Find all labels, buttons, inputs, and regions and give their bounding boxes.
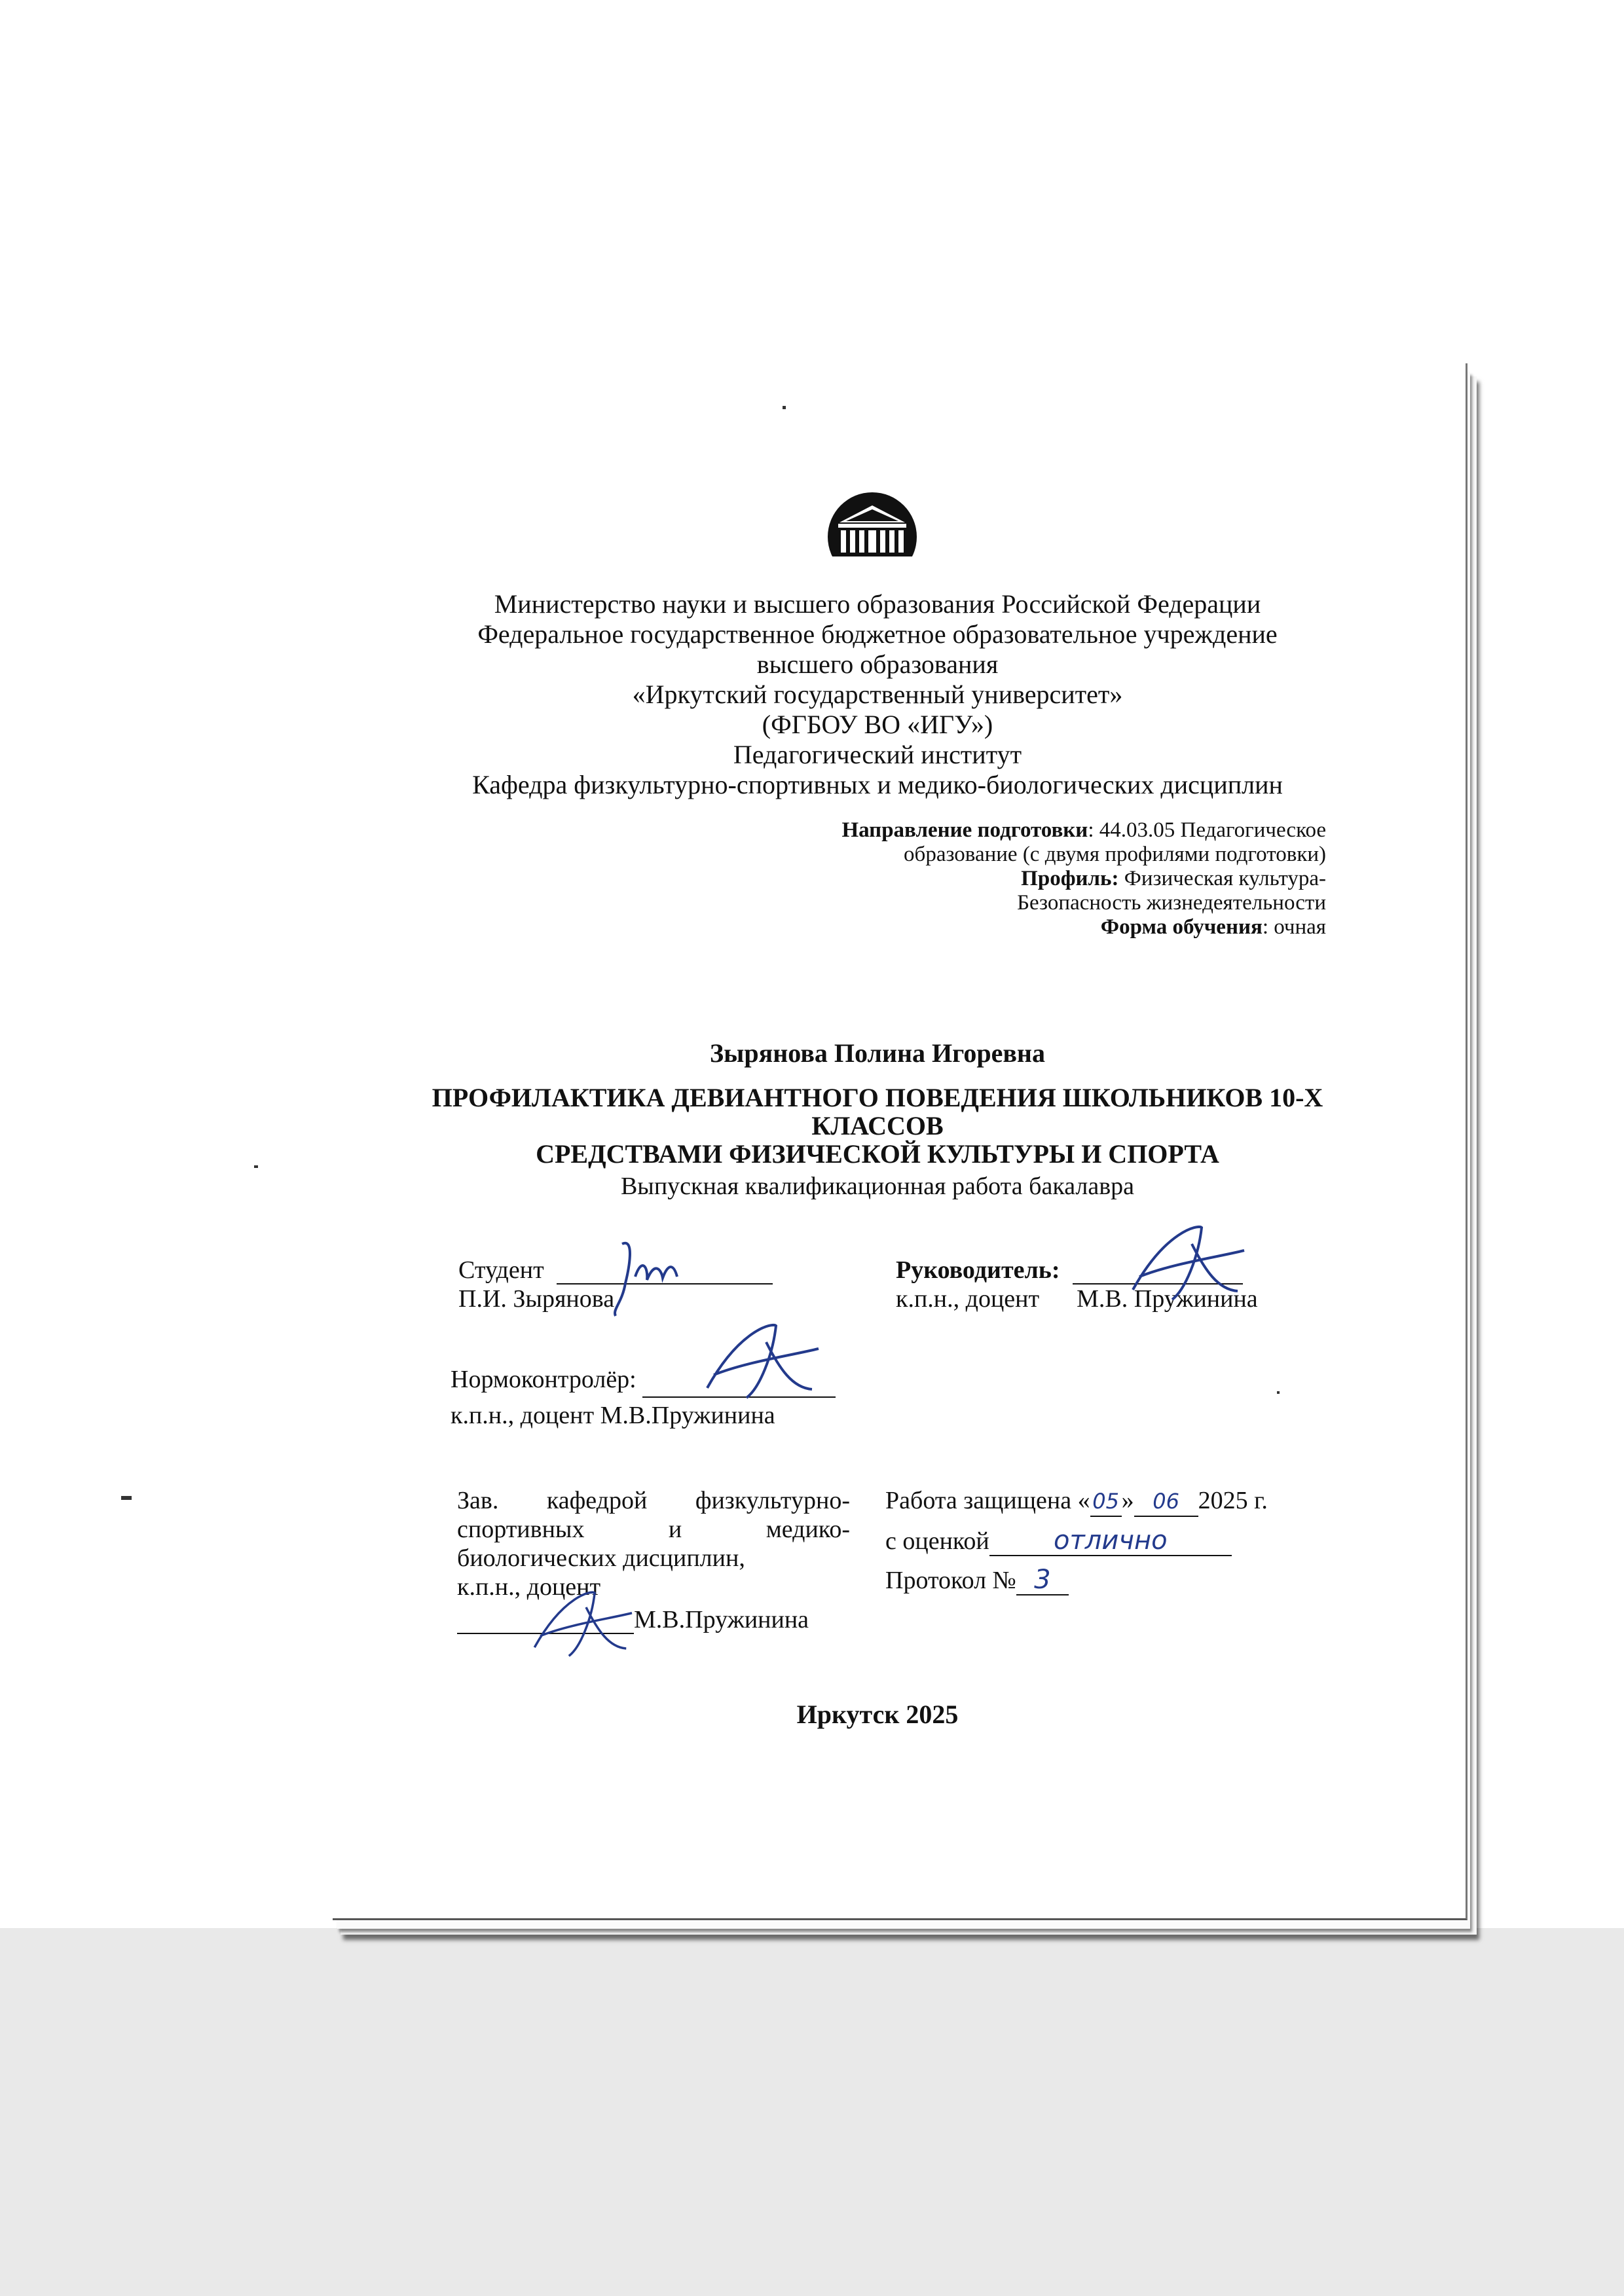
protocol-label: Протокол № — [885, 1567, 1016, 1594]
scanner-bed-shadow — [0, 1928, 1624, 2296]
supervisor-signature-icon — [1126, 1218, 1257, 1322]
direction-label: Направление подготовки — [841, 818, 1088, 842]
work-type: Выпускная квалификационная работа бакалавра — [620, 1173, 1135, 1200]
dept-head-signature-icon — [524, 1584, 648, 1676]
student-signature-icon — [609, 1231, 707, 1329]
university-abbr: (ФГБОУ ВО «ИГУ») — [762, 710, 993, 739]
dust-speck — [254, 1165, 258, 1168]
dept-head-line: биологических дисциплин, — [457, 1544, 745, 1572]
form-value: : очная — [1262, 915, 1326, 939]
normcontrol-signature-icon — [701, 1316, 832, 1421]
dust-speck — [1277, 1391, 1280, 1394]
profile-value-cont: Безопасность жизнедеятельности — [1017, 891, 1326, 915]
university-name: «Иркутский государственный университет» — [632, 680, 1123, 709]
supervisor-degree: к.п.н., доцент — [896, 1285, 1040, 1313]
city-year: Иркутск 2025 — [796, 1700, 959, 1729]
direction-value: : 44.03.05 Педагогическое — [1088, 818, 1326, 842]
author-name: Зырянова Полина Игоревна — [710, 1038, 1045, 1068]
supervisor-label: Руководитель: — [896, 1256, 1060, 1284]
student-label: Студент — [458, 1256, 544, 1284]
profile-label: Профиль: — [1021, 867, 1119, 890]
protocol-value: 3 — [1016, 1565, 1069, 1595]
dept-head-line: спортивных и медико- — [457, 1516, 850, 1543]
institute-name: Педагогический институт — [733, 740, 1022, 769]
protected-mid: » — [1121, 1487, 1134, 1514]
protected-day: 05 — [1090, 1487, 1122, 1517]
dust-speck — [121, 1496, 132, 1500]
direction-value-cont: образование (с двумя профилями подготовки) — [904, 843, 1326, 866]
protected-year: 2025 г. — [1198, 1487, 1268, 1514]
grade-value: отлично — [989, 1526, 1232, 1556]
student-name: П.И. Зырянова — [458, 1285, 615, 1313]
profile-value: Физическая культура- — [1118, 867, 1326, 890]
form-label: Форма обучения — [1100, 915, 1263, 939]
institution-line: высшего образования — [756, 649, 999, 679]
title-line: СРЕДСТВАМИ ФИЗИЧЕСКОЙ КУЛЬТУРЫ И СПОРТА — [536, 1139, 1219, 1169]
ministry-line: Министерство науки и высшего образования Российской Федерации — [494, 589, 1261, 619]
supervisor-name: М.В. Пружинина — [1077, 1285, 1258, 1313]
study-meta — [786, 818, 1326, 939]
dust-speck — [783, 406, 786, 409]
thesis-title — [406, 1084, 1349, 1168]
department-head-block — [457, 1486, 850, 1634]
dept-head-name: М.В.Пружинина — [634, 1606, 809, 1633]
grade-label: с оценкой — [885, 1527, 989, 1555]
department-name: Кафедра физкультурно-спортивных и медико-биологических дисциплин — [472, 770, 1283, 799]
institution-header — [406, 589, 1349, 800]
dept-head-line: Зав. кафедрой физкультурно- — [457, 1487, 850, 1514]
protected-month: 06 — [1134, 1487, 1198, 1517]
dept-head-line: к.п.н., доцент — [457, 1573, 601, 1601]
title-line: ПРОФИЛАКТИКА ДЕВИАНТНОГО ПОВЕДЕНИЯ ШКОЛЬНИКОВ 10-Х — [432, 1083, 1323, 1112]
normcontrol-label: Нормоконтролёр: — [451, 1366, 637, 1393]
title-line: КЛАССОВ — [811, 1111, 944, 1140]
institution-line: Федеральное государственное бюджетное образовательное учреждение — [477, 619, 1278, 649]
normcontrol-name: к.п.н., доцент М.В.Пружинина — [451, 1402, 775, 1429]
protected-prefix: Работа защищена « — [885, 1487, 1090, 1514]
university-logo-icon — [826, 491, 918, 583]
defense-block — [885, 1486, 1268, 1595]
